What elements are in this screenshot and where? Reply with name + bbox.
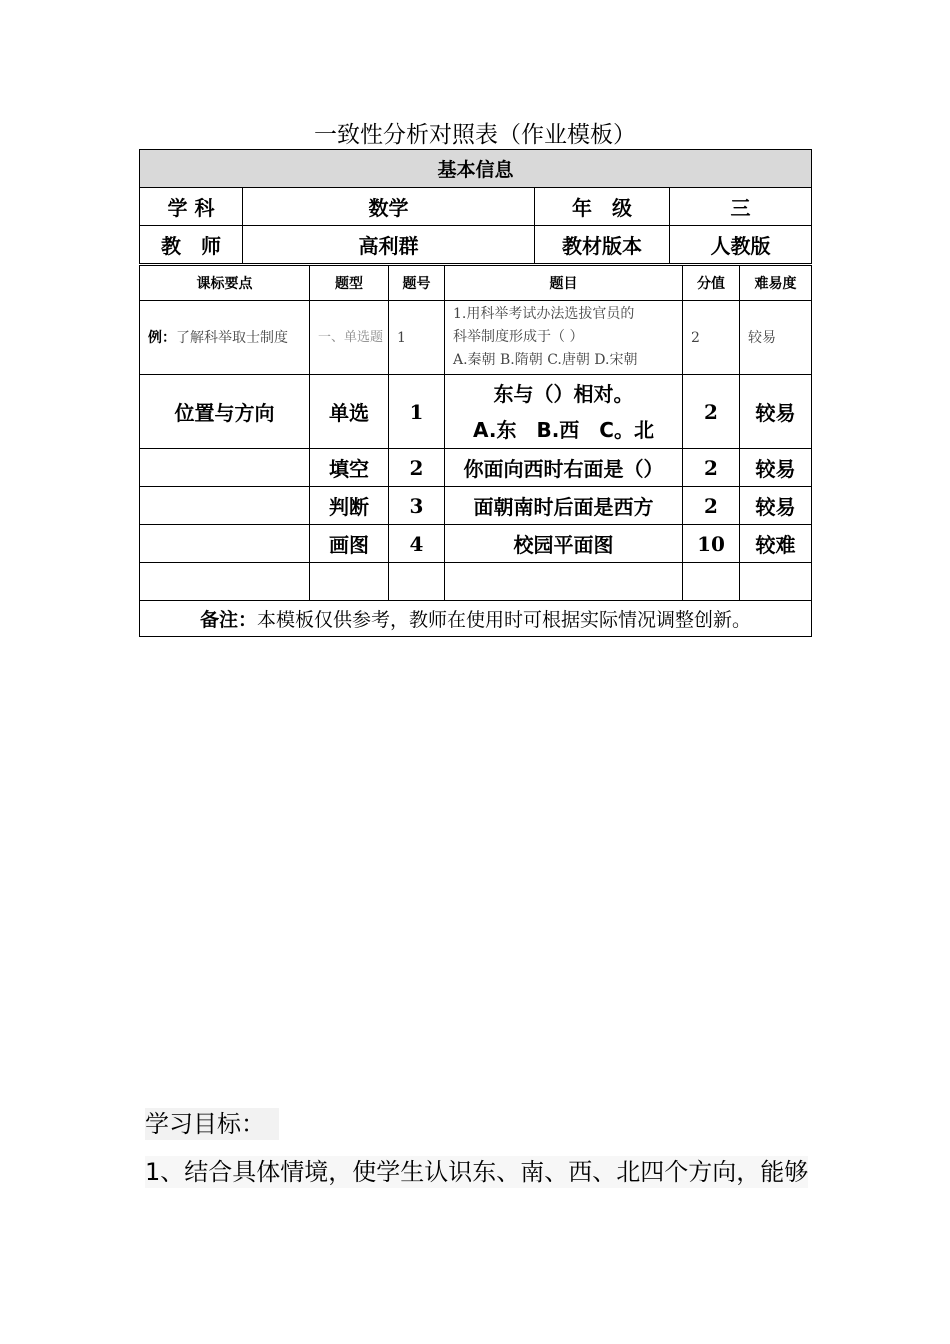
example-question-line: 科举制度形成于（ ） (453, 329, 584, 345)
analysis-table (139, 149, 812, 264)
edition-value: 人教版 (670, 226, 812, 264)
row-difficulty: 较易 (740, 375, 812, 449)
edition-label: 教材版本 (535, 226, 670, 264)
table-row (140, 525, 812, 563)
row-score: 10 (683, 525, 740, 563)
table-row (140, 375, 812, 449)
row-number: 2 (389, 449, 445, 487)
row-question (445, 375, 683, 449)
question-table (139, 265, 812, 637)
row-difficulty: 较易 (740, 487, 812, 525)
row-score: 2 (683, 449, 740, 487)
header-difficulty: 难易度 (740, 266, 812, 301)
header-type: 题型 (310, 266, 389, 301)
subject-label: 学 科 (140, 188, 243, 226)
example-question-line: A.秦朝 B.隋朝 C.唐朝 D.宋朝 (453, 352, 638, 368)
header-score: 分值 (683, 266, 740, 301)
example-question-line: 1.用科举考试办法选拔官员的 (453, 306, 635, 322)
row-type: 填空 (310, 449, 389, 487)
row-difficulty: 较难 (740, 525, 812, 563)
example-question (445, 301, 683, 375)
example-score: 2 (683, 301, 740, 375)
row-point (140, 487, 310, 525)
row-type: 单选 (310, 375, 389, 449)
header-number: 题号 (389, 266, 445, 301)
row-question: 面朝南时后面是西方 (445, 487, 683, 525)
row-question: 你面向西时右面是（） (445, 449, 683, 487)
example-difficulty: 较易 (740, 301, 812, 375)
row-question-line: 东与（）相对。 (493, 381, 634, 406)
empty-row (140, 563, 812, 601)
table-row (140, 487, 812, 525)
header-point: 课标要点 (140, 266, 310, 301)
example-point (140, 301, 310, 375)
row-number: 3 (389, 487, 445, 525)
row-point (140, 449, 310, 487)
table-row (140, 449, 812, 487)
row-score: 2 (683, 375, 740, 449)
example-point-text: 了解科举取士制度 (176, 329, 288, 346)
row-score: 2 (683, 487, 740, 525)
teacher-label: 教 师 (140, 226, 243, 264)
section-header: 基本信息 (140, 150, 812, 188)
example-type: 一、单选题 (310, 301, 389, 375)
remark (140, 601, 812, 637)
row-number: 1 (389, 375, 445, 449)
remark-text: 本模板仅供参考，教师在使用时可根据实际情况调整创新。 (257, 609, 752, 631)
remark-label: 备注： (199, 609, 257, 631)
learning-goal-item: 1、结合具体情境，使学生认识东、南、西、北四个方向，能够 (145, 1158, 809, 1186)
example-prefix: 例： (148, 329, 176, 346)
teacher-value: 高利群 (243, 226, 535, 264)
row-type: 画图 (310, 525, 389, 563)
row-question-line: A.东 B.西 C。北 (473, 417, 654, 442)
learning-goal-heading: 学习目标： (145, 1108, 279, 1140)
row-point: 位置与方向 (140, 375, 310, 449)
row-point (140, 525, 310, 563)
row-question: 校园平面图 (445, 525, 683, 563)
document-title: 一致性分析对照表（作业模板） (314, 122, 636, 148)
grade-label: 年 级 (535, 188, 670, 226)
grade-value: 三 (670, 188, 812, 226)
row-difficulty: 较易 (740, 449, 812, 487)
subject-value: 数学 (243, 188, 535, 226)
row-type: 判断 (310, 487, 389, 525)
row-number: 4 (389, 525, 445, 563)
header-question: 题目 (445, 266, 683, 301)
example-number: 1 (389, 301, 445, 375)
